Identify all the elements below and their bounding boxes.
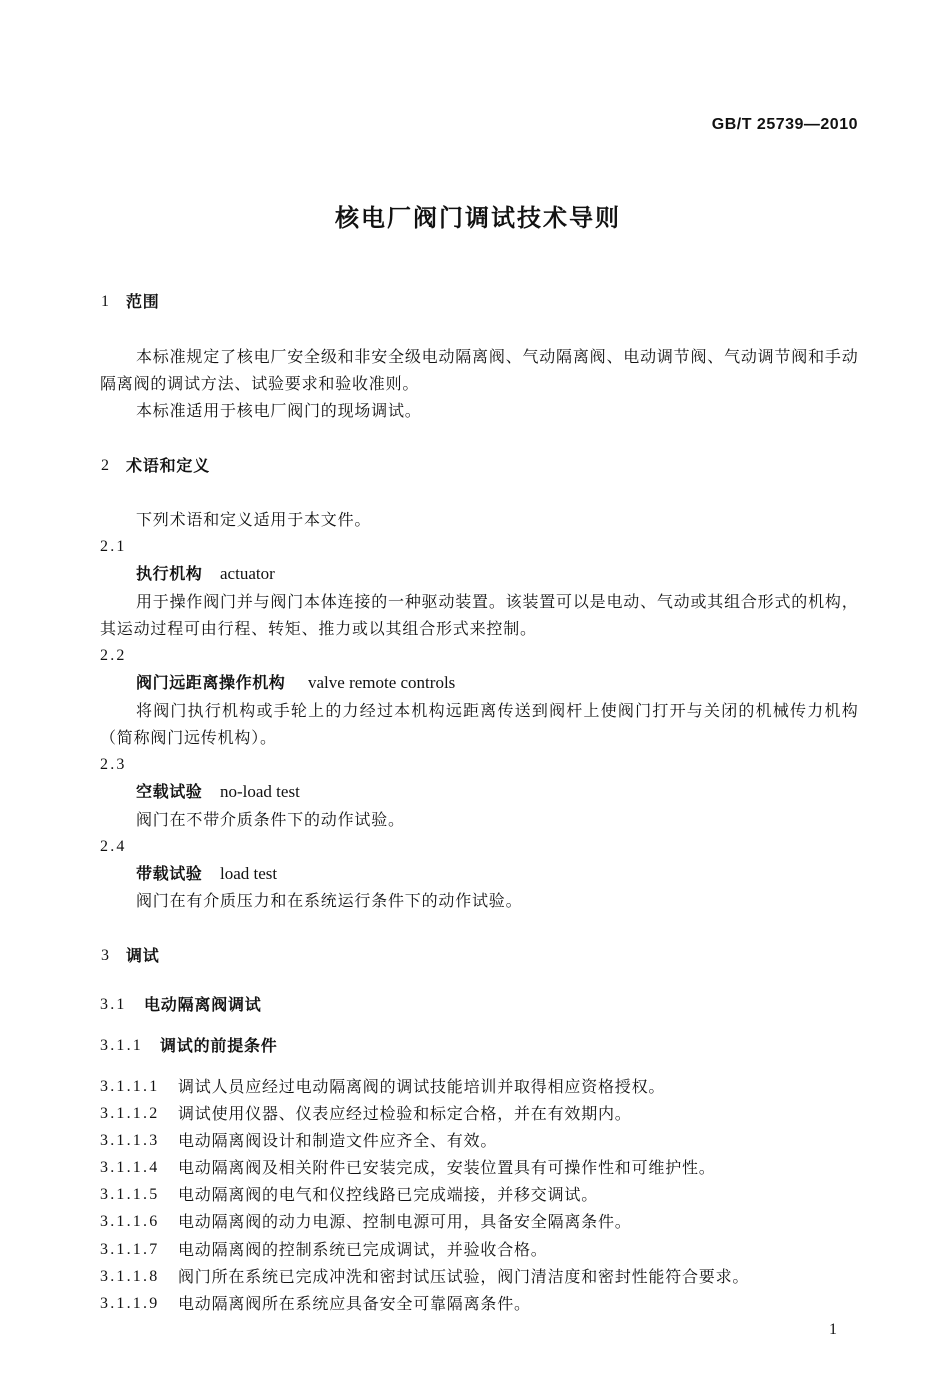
- term-english: load test: [220, 864, 278, 883]
- item-text: 电动隔离阀所在系统应具备安全可靠隔离条件。: [178, 1294, 531, 1313]
- term-english: valve remote controls: [308, 673, 456, 692]
- term-number: 2.2: [100, 647, 127, 664]
- item-text: 调试使用仪器、仪表应经过检验和标定合格，并在有效期内。: [178, 1104, 632, 1123]
- section-number: 1: [101, 293, 109, 310]
- item-text: 电动隔离阀的电气和仪控线路已完成端接，并移交调试。: [178, 1185, 599, 1204]
- item-number: 3.1.1.6: [100, 1213, 160, 1230]
- term-number: 2.4: [100, 838, 127, 855]
- subsubsection-number: 3.1.1: [100, 1037, 143, 1054]
- section-number: 2: [101, 457, 109, 474]
- item-number: 3.1.1.7: [100, 1241, 160, 1258]
- item-number: 3.1.1.9: [100, 1295, 160, 1312]
- section-title: 调试: [126, 946, 160, 965]
- definition-line: 用于操作阀门并与阀门本体连接的一种驱动装置。该装置可以是电动、气动或其组合形式的机构，: [136, 592, 858, 611]
- subsection-number: 3.1: [100, 996, 127, 1013]
- subsection-title: 电动隔离阀调试: [144, 995, 262, 1014]
- paragraph-line: 本标准规定了核电厂安全级和非安全级电动隔离阀、气动隔离阀、电动调节阀、气动调节阀和手动: [136, 347, 858, 366]
- item-number: 3.1.1.2: [100, 1105, 160, 1122]
- term-chinese: 阀门远距离操作机构: [136, 673, 286, 692]
- definition-line: 阀门在不带介质条件下的动作试验。: [136, 810, 405, 829]
- page-number: 1: [829, 1321, 837, 1338]
- item-number: 3.1.1.5: [100, 1186, 160, 1203]
- term-chinese: 带载试验: [136, 864, 203, 883]
- item-number: 3.1.1.4: [100, 1159, 160, 1176]
- standard-number: GB/T 25739—2010: [711, 116, 858, 133]
- subsubsection-title: 调试的前提条件: [160, 1036, 278, 1055]
- term-chinese: 空载试验: [136, 782, 203, 801]
- item-text: 电动隔离阀的动力电源、控制电源可用，具备安全隔离条件。: [178, 1212, 632, 1231]
- item-number: 3.1.1.3: [100, 1132, 160, 1149]
- definition-line: 阀门在有介质压力和在系统运行条件下的动作试验。: [136, 891, 523, 910]
- section-title: 术语和定义: [126, 456, 211, 475]
- paragraph-line: 隔离阀的调试方法、试验要求和验收准则。: [100, 374, 420, 393]
- term-english: no-load test: [220, 782, 300, 801]
- term-number: 2.3: [100, 756, 127, 773]
- definition-line: 其运动过程可由行程、转矩、推力或以其组合形式来控制。: [100, 619, 537, 638]
- section-intro: 下列术语和定义适用于本文件。: [136, 510, 372, 529]
- section-title: 范围: [126, 292, 160, 311]
- item-text: 阀门所在系统已完成冲洗和密封试压试验，阀门清洁度和密封性能符合要求。: [178, 1267, 750, 1286]
- item-text: 调试人员应经过电动隔离阀的调试技能培训并取得相应资格授权。: [178, 1077, 666, 1096]
- item-number: 3.1.1.1: [100, 1078, 160, 1095]
- term-number: 2.1: [100, 538, 127, 555]
- item-text: 电动隔离阀设计和制造文件应齐全、有效。: [178, 1131, 498, 1150]
- document-title: 核电厂阀门调试技术导则: [335, 204, 621, 232]
- paragraph-line: 本标准适用于核电厂阀门的现场调试。: [136, 401, 422, 420]
- definition-line: （简称阀门远传机构）。: [100, 728, 277, 747]
- item-text: 电动隔离阀的控制系统已完成调试，并验收合格。: [178, 1240, 548, 1259]
- section-number: 3: [101, 947, 109, 964]
- item-number: 3.1.1.8: [100, 1268, 160, 1285]
- item-text: 电动隔离阀及相关附件已安装完成，安装位置具有可操作性和可维护性。: [178, 1158, 716, 1177]
- term-english: actuator: [220, 564, 275, 583]
- definition-line: 将阀门执行机构或手轮上的力经过本机构远距离传送到阀杆上使阀门打开与关闭的机械传力机构: [136, 701, 858, 720]
- term-chinese: 执行机构: [136, 564, 203, 583]
